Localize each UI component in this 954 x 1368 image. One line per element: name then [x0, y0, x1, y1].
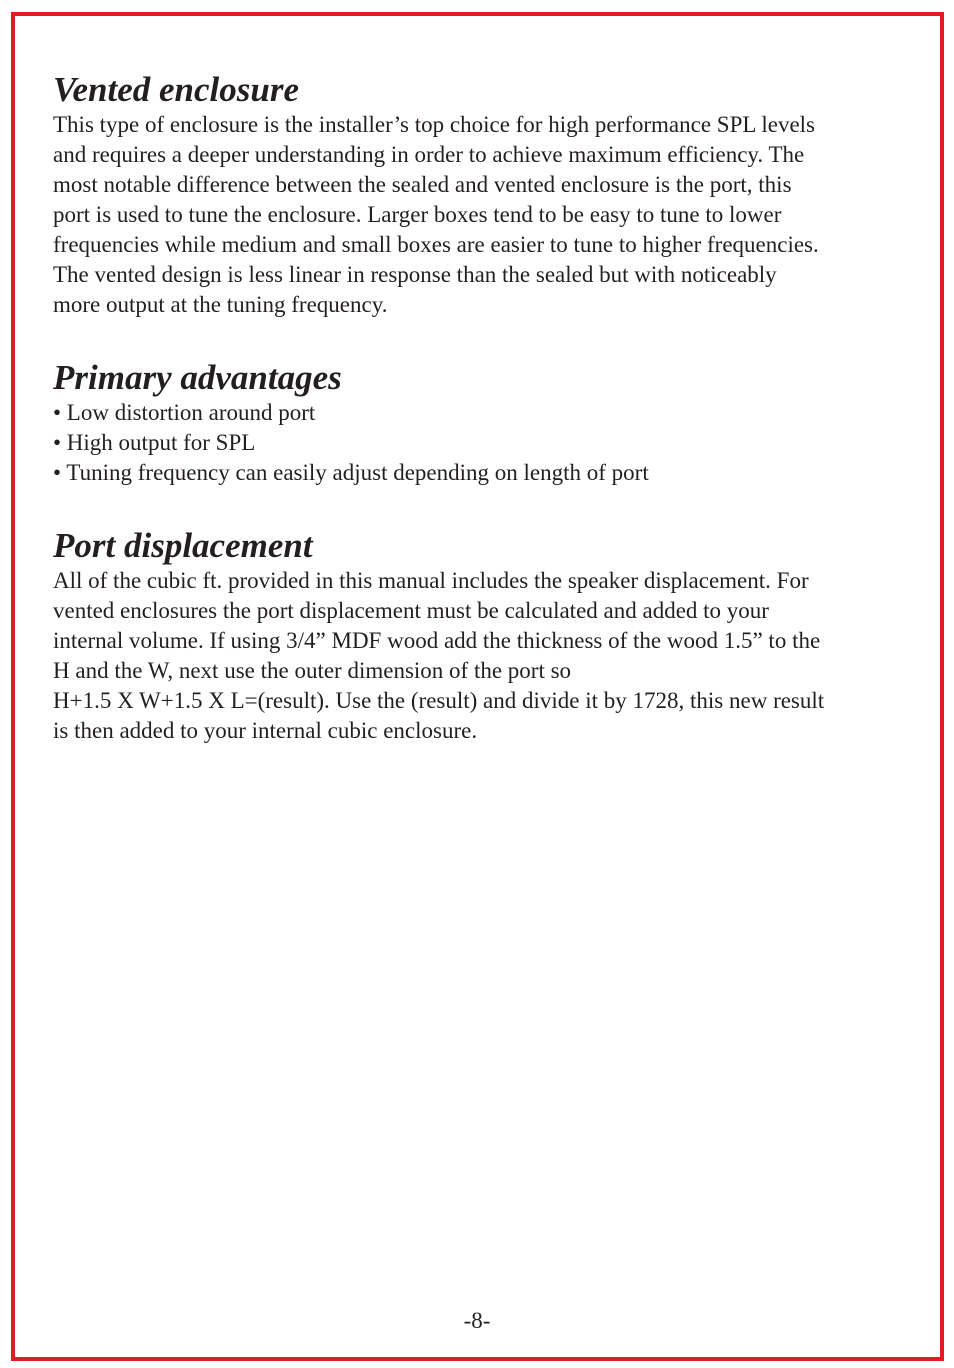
text-line: internal volume. If using 3/4” MDF wood add the thickness of the wood 1.5” to the — [53, 628, 821, 653]
text-line: This type of enclosure is the installer’s top choice for high performance SPL levels — [53, 112, 815, 137]
paragraph-vented-enclosure — [53, 110, 913, 320]
section-primary-advantages — [53, 358, 913, 488]
list-item: • Tuning frequency can easily adjust depending on length of port — [53, 460, 649, 485]
text-line: H+1.5 X W+1.5 X L=(result). Use the (result) and divide it by 1728, this new result — [53, 688, 825, 713]
text-line: vented enclosures the port displacement must be calculated and added to your — [53, 598, 769, 623]
heading-vented-enclosure: Vented enclosure — [53, 70, 299, 109]
section-vented-enclosure — [53, 70, 913, 320]
text-line: frequencies while medium and small boxes are easier to tune to higher frequencies. — [53, 232, 819, 257]
page-number: -8- — [463, 1308, 491, 1333]
list-item: • High output for SPL — [53, 430, 256, 455]
advantages-list — [53, 398, 913, 488]
heading-port-displacement: Port displacement — [53, 526, 313, 565]
text-line: most notable difference between the sealed and vented enclosure is the port, this — [53, 172, 792, 197]
text-line: more output at the tuning frequency. — [53, 292, 388, 317]
page-content — [53, 70, 913, 746]
text-line: The vented design is less linear in response than the sealed but with noticeably — [53, 262, 777, 287]
list-item: • Low distortion around port — [53, 400, 316, 425]
section-port-displacement — [53, 526, 913, 746]
text-line: H and the W, next use the outer dimension of the port so — [53, 658, 572, 683]
heading-primary-advantages: Primary advantages — [53, 358, 342, 397]
text-line: and requires a deeper understanding in order to achieve maximum efficiency. The — [53, 142, 805, 167]
text-line: port is used to tune the enclosure. Larger boxes tend to be easy to tune to lower — [53, 202, 782, 227]
paragraph-port-displacement — [53, 566, 913, 746]
text-line: is then added to your internal cubic enclosure. — [53, 718, 478, 743]
text-line: All of the cubic ft. provided in this manual includes the speaker displacement. For — [53, 568, 809, 593]
